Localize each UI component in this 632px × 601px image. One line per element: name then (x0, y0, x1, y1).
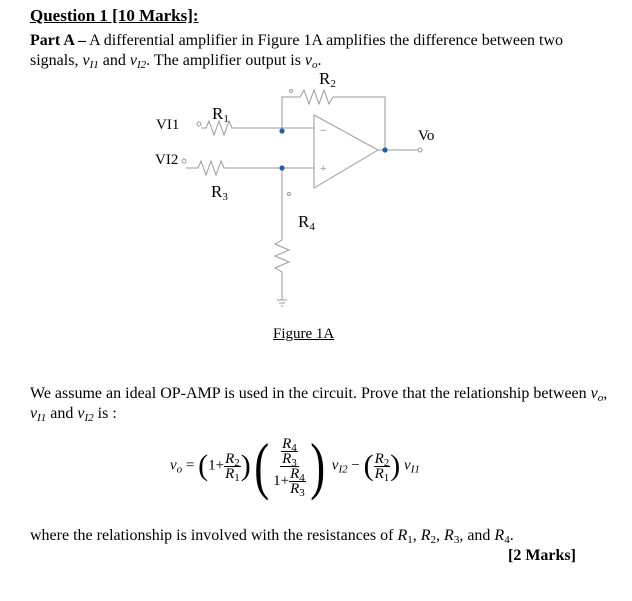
label-r2: $R_2$ (319, 69, 336, 90)
opamp-plus: + (320, 163, 327, 175)
frac-big: $\frac{R_4}{R_3}$ 1+ $\frac{R_4}{R_3}$ (273, 435, 305, 499)
var-vi2: v (129, 52, 137, 69)
assumption-and: and (50, 405, 74, 422)
sub-o: o (312, 59, 318, 71)
equation: $v_o = (1+$ $\frac{R_2}{R_1}$ )( $\frac{R_4}{R_3}$ 1+ $\frac{R_4}{R_3}$ ) $v_{I2}$ − ( $\frac{R_2}{R_1}$ ) $v_{I1}$ (170, 430, 420, 501)
label-vo: Vo (418, 128, 435, 144)
noninverting-node (279, 165, 284, 170)
intro-period: . (317, 52, 322, 69)
frac-r2-r1-b: $\frac{R_2}{R_1}$ (374, 450, 390, 484)
sub-i2: I2 (136, 59, 147, 71)
figure-caption: Figure 1A (273, 326, 335, 342)
label-r1: $R_1$ (212, 104, 229, 125)
label-vi2: VI2 (155, 152, 179, 168)
label-r4: $R_4$ (298, 212, 315, 233)
vi1-terminal (197, 122, 201, 126)
r2-resistor (282, 90, 385, 148)
frac-r2-r1: $\frac{R_2}{R_1}$ (225, 450, 240, 484)
intro-text: A differential amplifier in Figure 1A amplifies the difference between two signals, (30, 32, 564, 69)
output-node (382, 147, 387, 152)
intro-end: . The amplifier output is (146, 52, 301, 69)
part-label: Part A – (30, 32, 86, 49)
vo-terminal (418, 148, 422, 152)
var-vi1: v (82, 52, 90, 69)
assumption-paragraph: We assume an ideal OP-AMP is used in the circuit. Prove that the relationship between $v_o$, $v_{I1}$ and $v_{I2}$ is : (30, 385, 608, 424)
assumption-text: We assume an ideal OP-AMP is used in the circuit. Prove that the relationship between (30, 385, 587, 402)
marks-label: [2 Marks] (508, 547, 576, 564)
assumption-tail: is : (97, 405, 117, 422)
r3-resistor (186, 161, 282, 175)
var-vo: v (304, 52, 313, 69)
r4-resistor (275, 168, 289, 300)
sub-i1: I1 (89, 59, 99, 71)
r4-terminal (288, 193, 291, 196)
label-vi1: VI1 (156, 117, 180, 133)
question-title: Question 1 [10 Marks]: (30, 6, 199, 25)
label-r3: $R_3$ (211, 182, 228, 203)
where-text: where the relationship is involved with the resistances of $R_1$, $R_2$, $R_3$, and $R_4$. (30, 527, 514, 546)
vi2-terminal (182, 159, 186, 163)
r2-terminal (290, 90, 293, 93)
intro-and: and (102, 52, 126, 69)
inverting-node (279, 128, 284, 133)
opamp-minus: − (320, 125, 327, 137)
